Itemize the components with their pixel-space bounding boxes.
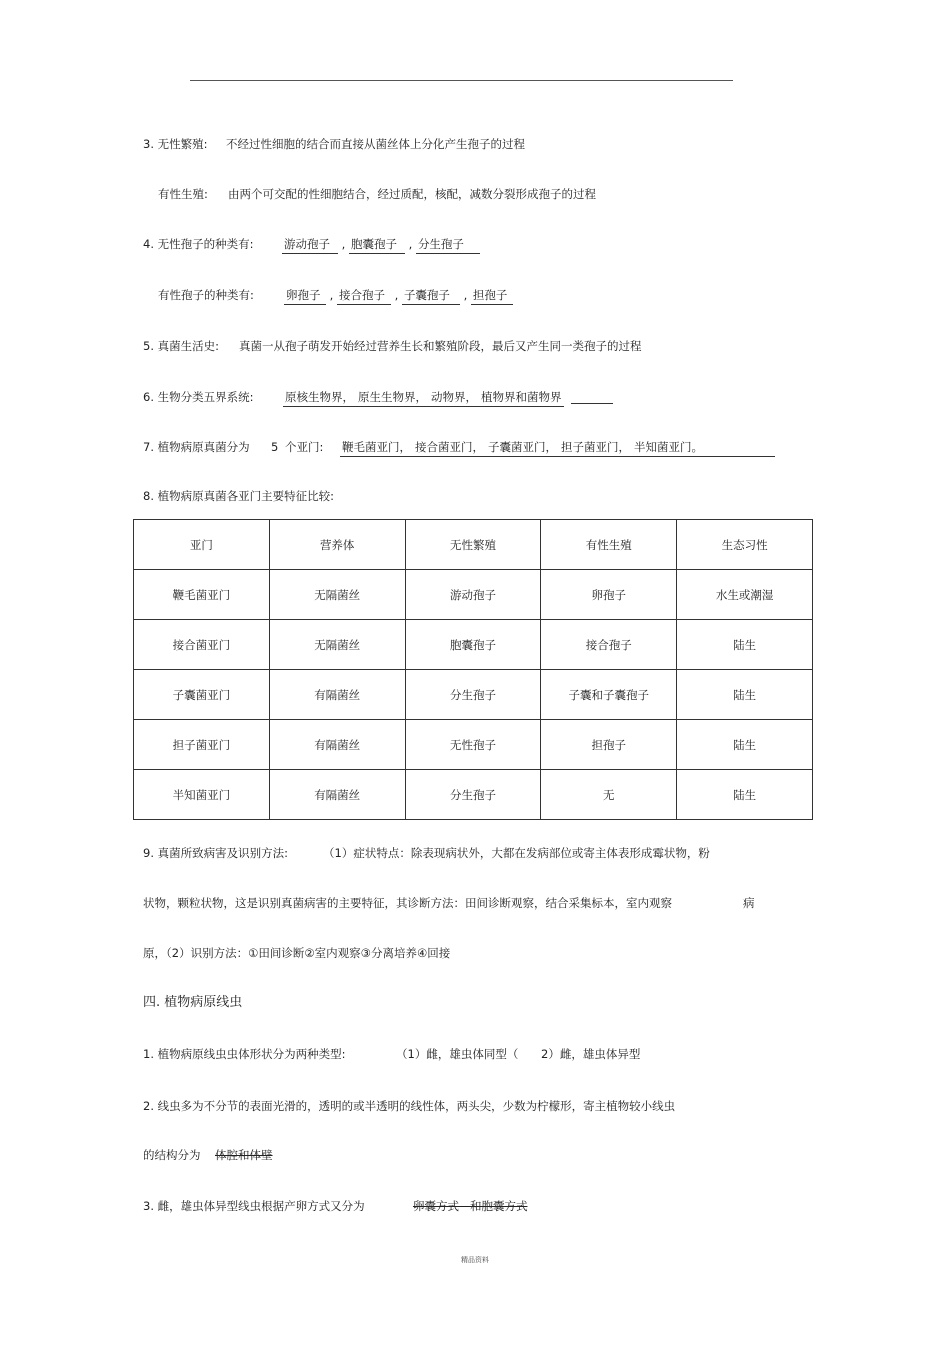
q4-answer-2: 胞囊孢子	[349, 236, 405, 254]
n2-line1	[143, 1098, 675, 1114]
q4-sep: ,	[408, 237, 413, 251]
q7-answer-2: 接合菌亚门，	[413, 439, 486, 457]
q9-label: 9. 真菌所致病害及识别方法:	[143, 846, 289, 860]
q4-answer-1: 游动孢子	[282, 236, 338, 254]
table-header-cell: 生态习性	[677, 520, 813, 570]
q5-label: 5. 真菌生活史:	[143, 339, 220, 353]
q9-line2-text: 状物，颗粒状物，这是识别真菌病害的主要特征，其诊断方法：田间诊断观察，结合采集标本，室内观察	[143, 896, 672, 910]
table-cell: 无	[541, 770, 677, 820]
table-cell: 陆生	[677, 670, 813, 720]
table-header-cell: 亚门	[134, 520, 270, 570]
q7-answer-5: 半知菌亚门。	[632, 439, 705, 457]
q5-text: 真菌一从孢子萌发开始经过营养生长和繁殖阶段，最后又产生同一类孢子的过程	[239, 339, 642, 353]
n2-line2-text: 的结构分为	[143, 1148, 201, 1162]
q3-label: 3. 无性繁殖:	[143, 137, 208, 151]
q4-sep: ,	[394, 288, 399, 302]
table-cell: 子囊和子囊孢子	[541, 670, 677, 720]
header-rule	[190, 80, 733, 81]
q7-line	[143, 439, 703, 455]
n1-a: （1）雌，雄虫体同型（	[396, 1047, 519, 1061]
table-cell: 游动孢子	[405, 570, 541, 620]
q4-sep: ,	[341, 237, 346, 251]
q4-line	[143, 236, 464, 252]
q4-sep: ,	[329, 288, 334, 302]
q7-label: 7. 植物病原真菌分为	[143, 440, 250, 454]
q4-sub-answer-2: 接合孢子	[337, 287, 391, 305]
q6-label: 6. 生物分类五界系统:	[143, 390, 254, 404]
table-header-cell: 有性生殖	[541, 520, 677, 570]
table-row	[134, 770, 813, 820]
q4-sub-answer-4: 担孢子	[471, 287, 513, 305]
fungi-comparison-table	[133, 519, 813, 820]
q7-blank	[705, 444, 775, 457]
table-cell: 陆生	[677, 620, 813, 670]
q4-answer-3: 分生孢子	[416, 236, 480, 254]
q9-line3	[143, 945, 450, 961]
table-cell: 子囊菌亚门	[134, 670, 270, 720]
q9-line1: （1）症状特点：除表现病状外，大都在发病部位或寄主体表形成霉状物，粉	[323, 846, 710, 860]
q7-count-suffix: 个亚门:	[285, 440, 324, 454]
table-cell: 胞囊孢子	[405, 620, 541, 670]
n2-line1-text: 2. 线虫多为不分节的表面光滑的，透明的或半透明的线性体，两头尖，少数为柠檬形，寄主植物较小线虫	[143, 1099, 676, 1113]
table-row	[134, 670, 813, 720]
n3-label: 3. 雌，雄虫体异型线虫根据产卵方式又分为	[143, 1199, 365, 1213]
q4-sub-answer-1: 卵孢子	[284, 287, 326, 305]
n2-answer: 体腔和体壁	[215, 1148, 273, 1162]
table-cell: 陆生	[677, 770, 813, 820]
table-cell: 接合孢子	[541, 620, 677, 670]
q4-sub-answers	[284, 287, 513, 305]
q9-line2-end: 病	[743, 896, 755, 910]
table-cell: 分生孢子	[405, 770, 541, 820]
n2-line2	[143, 1147, 273, 1163]
q7-answer-3: 子囊菌亚门，	[486, 439, 559, 457]
table-cell: 无隔菌丝	[269, 570, 405, 620]
table-row	[134, 620, 813, 670]
table-cell: 有隔菌丝	[269, 670, 405, 720]
q3-sub-line	[158, 186, 596, 202]
q6-answer-3: 动物界，	[429, 389, 479, 407]
section-heading	[143, 995, 242, 1011]
q4-sub-line	[158, 287, 508, 303]
q4-sub-label: 有性孢子的种类有:	[158, 288, 254, 302]
n3-line	[143, 1198, 528, 1214]
table-cell: 陆生	[677, 720, 813, 770]
q4-answers	[282, 236, 480, 254]
q9-line2	[143, 895, 755, 911]
q4-sep: ,	[463, 288, 468, 302]
q7-answer-4: 担子菌亚门，	[559, 439, 632, 457]
table-cell: 接合菌亚门	[134, 620, 270, 670]
q7-answers	[340, 439, 775, 457]
q3-sub-label: 有性生殖:	[158, 187, 208, 201]
table-cell: 有隔菌丝	[269, 720, 405, 770]
q4-sub-answer-3: 子囊孢子	[402, 287, 460, 305]
table-row	[134, 720, 813, 770]
table-header-cell: 营养体	[269, 520, 405, 570]
table-cell: 担孢子	[541, 720, 677, 770]
q3-sub-text: 由两个可交配的性细胞结合，经过质配，核配，减数分裂形成孢子的过程	[228, 187, 596, 201]
q7-answer-1: 鞭毛菌亚门，	[340, 439, 413, 457]
section-title: 四. 植物病原线虫	[143, 995, 243, 1010]
table-header-cell: 无性繁殖	[405, 520, 541, 570]
n1-b: 2）雌，雄虫体异型	[541, 1047, 641, 1061]
q4-label: 4. 无性孢子的种类有:	[143, 237, 254, 251]
q9-line3-text: 原，（2）识别方法：①田间诊断②室内观察③分离培养④回接	[143, 946, 451, 960]
q8-label: 8. 植物病原真菌各亚门主要特征比较:	[143, 489, 335, 503]
q6-answer-2: 原生生物界，	[356, 389, 429, 407]
q6-line	[143, 389, 562, 405]
table-cell: 鞭毛菌亚门	[134, 570, 270, 620]
table-cell: 水生或潮湿	[677, 570, 813, 620]
table-header-row	[134, 520, 813, 570]
q6-answer-1: 原核生物界，	[283, 389, 356, 407]
q6-blank	[571, 391, 613, 404]
table-row	[134, 570, 813, 620]
q9-line	[143, 845, 710, 861]
table-cell: 无隔菌丝	[269, 620, 405, 670]
q6-answers	[283, 389, 564, 407]
q8-line	[143, 488, 334, 504]
table-cell: 有隔菌丝	[269, 770, 405, 820]
table-cell: 半知菌亚门	[134, 770, 270, 820]
table-cell: 分生孢子	[405, 670, 541, 720]
n1-line	[143, 1046, 641, 1062]
n1-label: 1. 植物病原线虫虫体形状分为两种类型:	[143, 1047, 346, 1061]
q6-answer-4: 植物界和菌物界	[479, 389, 564, 407]
q3-text: 不经过性细胞的结合而直接从菌丝体上分化产生孢子的过程	[226, 137, 525, 151]
q7-count: 5	[271, 440, 279, 454]
table-cell: 担子菌亚门	[134, 720, 270, 770]
n3-answer: 卵囊方式 和胞囊方式	[413, 1199, 528, 1213]
table-cell: 卵孢子	[541, 570, 677, 620]
q5-line	[143, 338, 642, 354]
q3-line	[143, 136, 525, 152]
table-cell: 无性孢子	[405, 720, 541, 770]
page-footer: 精品资料	[461, 1256, 489, 1264]
